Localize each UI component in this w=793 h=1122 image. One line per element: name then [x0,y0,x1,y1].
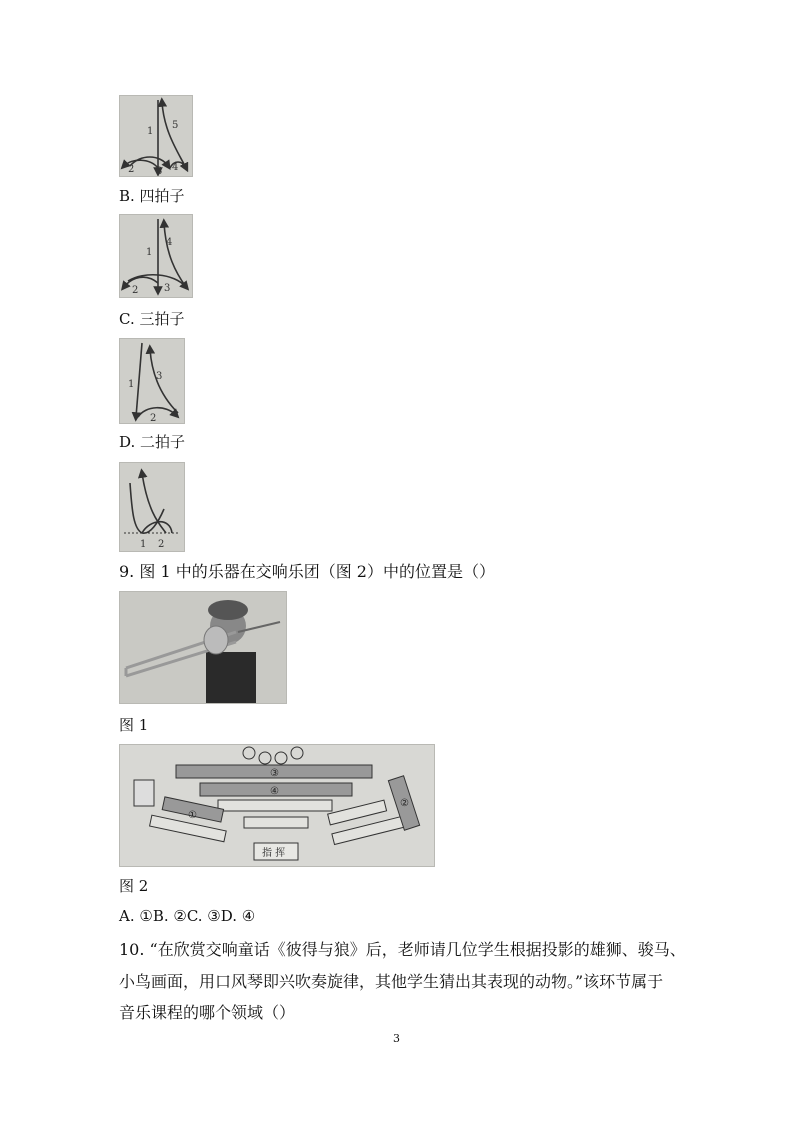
figure-1-caption: 图 1 [119,716,149,734]
label-1: 1 [146,247,153,258]
position-2-label: ② [400,798,409,809]
position-1-label: ① [188,810,197,821]
label-2: 2 [128,164,135,175]
label-3: 3 [164,283,171,294]
option-b: B. 四拍子 [119,187,185,205]
label-3: 3 [156,371,163,382]
label-4: 4 [166,237,173,248]
figure-2-caption: 图 2 [119,877,149,895]
question-9-answers: A. ①B. ②C. ③D. ④ [119,907,256,925]
question-10-line-1: 10. “在欣赏交响童话《彼得与狼》后，老师请几位学生根据投影的雄狮、骏马、 [119,940,686,959]
conductor-label: 指 挥 [262,848,286,859]
position-4-label: ④ [270,786,279,797]
option-d: D. 二拍子 [119,433,186,451]
label-3: 3 [156,166,163,176]
label-1: 1 [147,126,154,137]
conducting-diagram-c [119,338,185,424]
conducting-diagram-a [119,95,193,177]
label-5: 5 [172,120,179,131]
question-10-line-2: 小鸟画面，用口风琴即兴吹奏旋律，其他学生猜出其表现的动物。”该环节属于 [119,972,664,991]
label-4: 4 [172,162,179,173]
label-2: 2 [158,539,165,550]
question-9: 9. 图 1 中的乐器在交响乐团（图 2）中的位置是（） [119,562,495,581]
label-1: 1 [128,379,135,390]
label-2: 2 [132,285,139,296]
page-number: 3 [393,1032,400,1045]
conducting-diagram-d [119,462,185,552]
orchestra-seating-diagram [119,744,435,867]
conducting-diagram-b [119,214,193,298]
trombone-photo [119,591,287,704]
question-10-line-3: 音乐课程的哪个领域（） [119,1003,296,1022]
option-c: C. 三拍子 [119,310,185,328]
label-2: 2 [150,413,157,423]
position-3-label: ③ [270,768,279,779]
label-1: 1 [140,539,147,550]
